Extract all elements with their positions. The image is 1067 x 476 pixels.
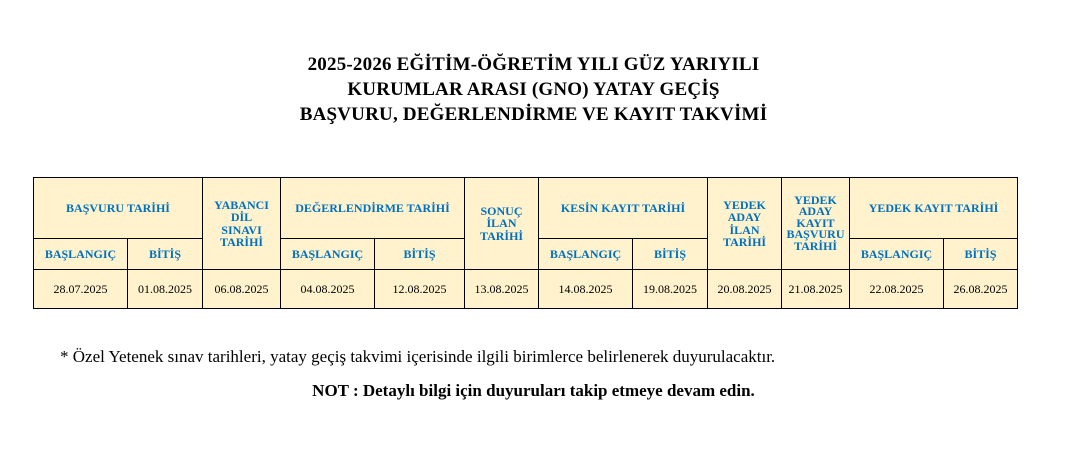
value-basvuru-baslangic: 28.07.2025 [34, 270, 128, 309]
value-yedek-aday-kayit-basvuru: 21.08.2025 [782, 270, 850, 309]
header-yedek-aday-kayit-basvuru-tarihi: YEDEK ADAY KAYIT BAŞVURU TARİHİ [782, 178, 850, 270]
header-kesin-kayit-tarihi: KESİN KAYIT TARİHİ [539, 178, 708, 239]
header-yedek-aday-ilan-tarihi: YEDEK ADAY İLAN TARİHİ [708, 178, 782, 270]
header-basvuru-tarihi: BAŞVURU TARİHİ [34, 178, 203, 239]
title-line-2: KURUMLAR ARASI (GNO) YATAY GEÇİŞ [347, 79, 720, 100]
subheader-basvuru-bitis: BİTİŞ [128, 239, 203, 270]
value-degerlendirme-baslangic: 04.08.2025 [281, 270, 375, 309]
subheader-degerlendirme-baslangic: BAŞLANGIÇ [281, 239, 375, 270]
table-row [34, 270, 1018, 309]
value-yabanci-dil-sinavi: 06.08.2025 [203, 270, 281, 309]
table-header-row [34, 178, 1018, 239]
title-line-1: 2025-2026 EĞİTİM-ÖĞRETİM YILI GÜZ YARIYILI [307, 54, 760, 75]
value-sonuc-ilan: 13.08.2025 [465, 270, 539, 309]
info-note: NOT : Detaylı bilgi için duyuruları takip etmeye devam edin. [312, 381, 755, 400]
subheader-basvuru-baslangic: BAŞLANGIÇ [34, 239, 128, 270]
subheader-yedek-kayit-baslangic: BAŞLANGIÇ [850, 239, 944, 270]
value-yedek-kayit-bitis: 26.08.2025 [944, 270, 1018, 309]
value-basvuru-bitis: 01.08.2025 [128, 270, 203, 309]
document-title [0, 52, 1067, 127]
value-kesin-kayit-bitis: 19.08.2025 [633, 270, 708, 309]
subheader-kesin-kayit-bitis: BİTİŞ [633, 239, 708, 270]
title-line-3: BAŞVURU, DEĞERLENDİRME VE KAYIT TAKVİMİ [299, 104, 768, 125]
header-yabanci-dil-sinavi-tarihi: YABANCI DİL SINAVI TARİHİ [203, 178, 281, 270]
header-yedek-kayit-tarihi: YEDEK KAYIT TARİHİ [850, 178, 1018, 239]
subheader-degerlendirme-bitis: BİTİŞ [375, 239, 465, 270]
subheader-kesin-kayit-baslangic: BAŞLANGIÇ [539, 239, 633, 270]
value-yedek-aday-ilan: 20.08.2025 [708, 270, 782, 309]
subheader-yedek-kayit-bitis: BİTİŞ [944, 239, 1018, 270]
value-yedek-kayit-baslangic: 22.08.2025 [850, 270, 944, 309]
value-degerlendirme-bitis: 12.08.2025 [375, 270, 465, 309]
calendar-table [33, 177, 1018, 309]
value-kesin-kayit-baslangic: 14.08.2025 [539, 270, 633, 309]
header-sonuc-ilan-tarihi: SONUÇ İLAN TARİHİ [465, 178, 539, 270]
special-talent-note: * Özel Yetenek sınav tarihleri, yatay geçiş takvimi içerisinde ilgili birimlerce belirlenerek duyurulacaktır. [60, 347, 776, 366]
header-degerlendirme-tarihi: DEĞERLENDİRME TARİHİ [281, 178, 465, 239]
